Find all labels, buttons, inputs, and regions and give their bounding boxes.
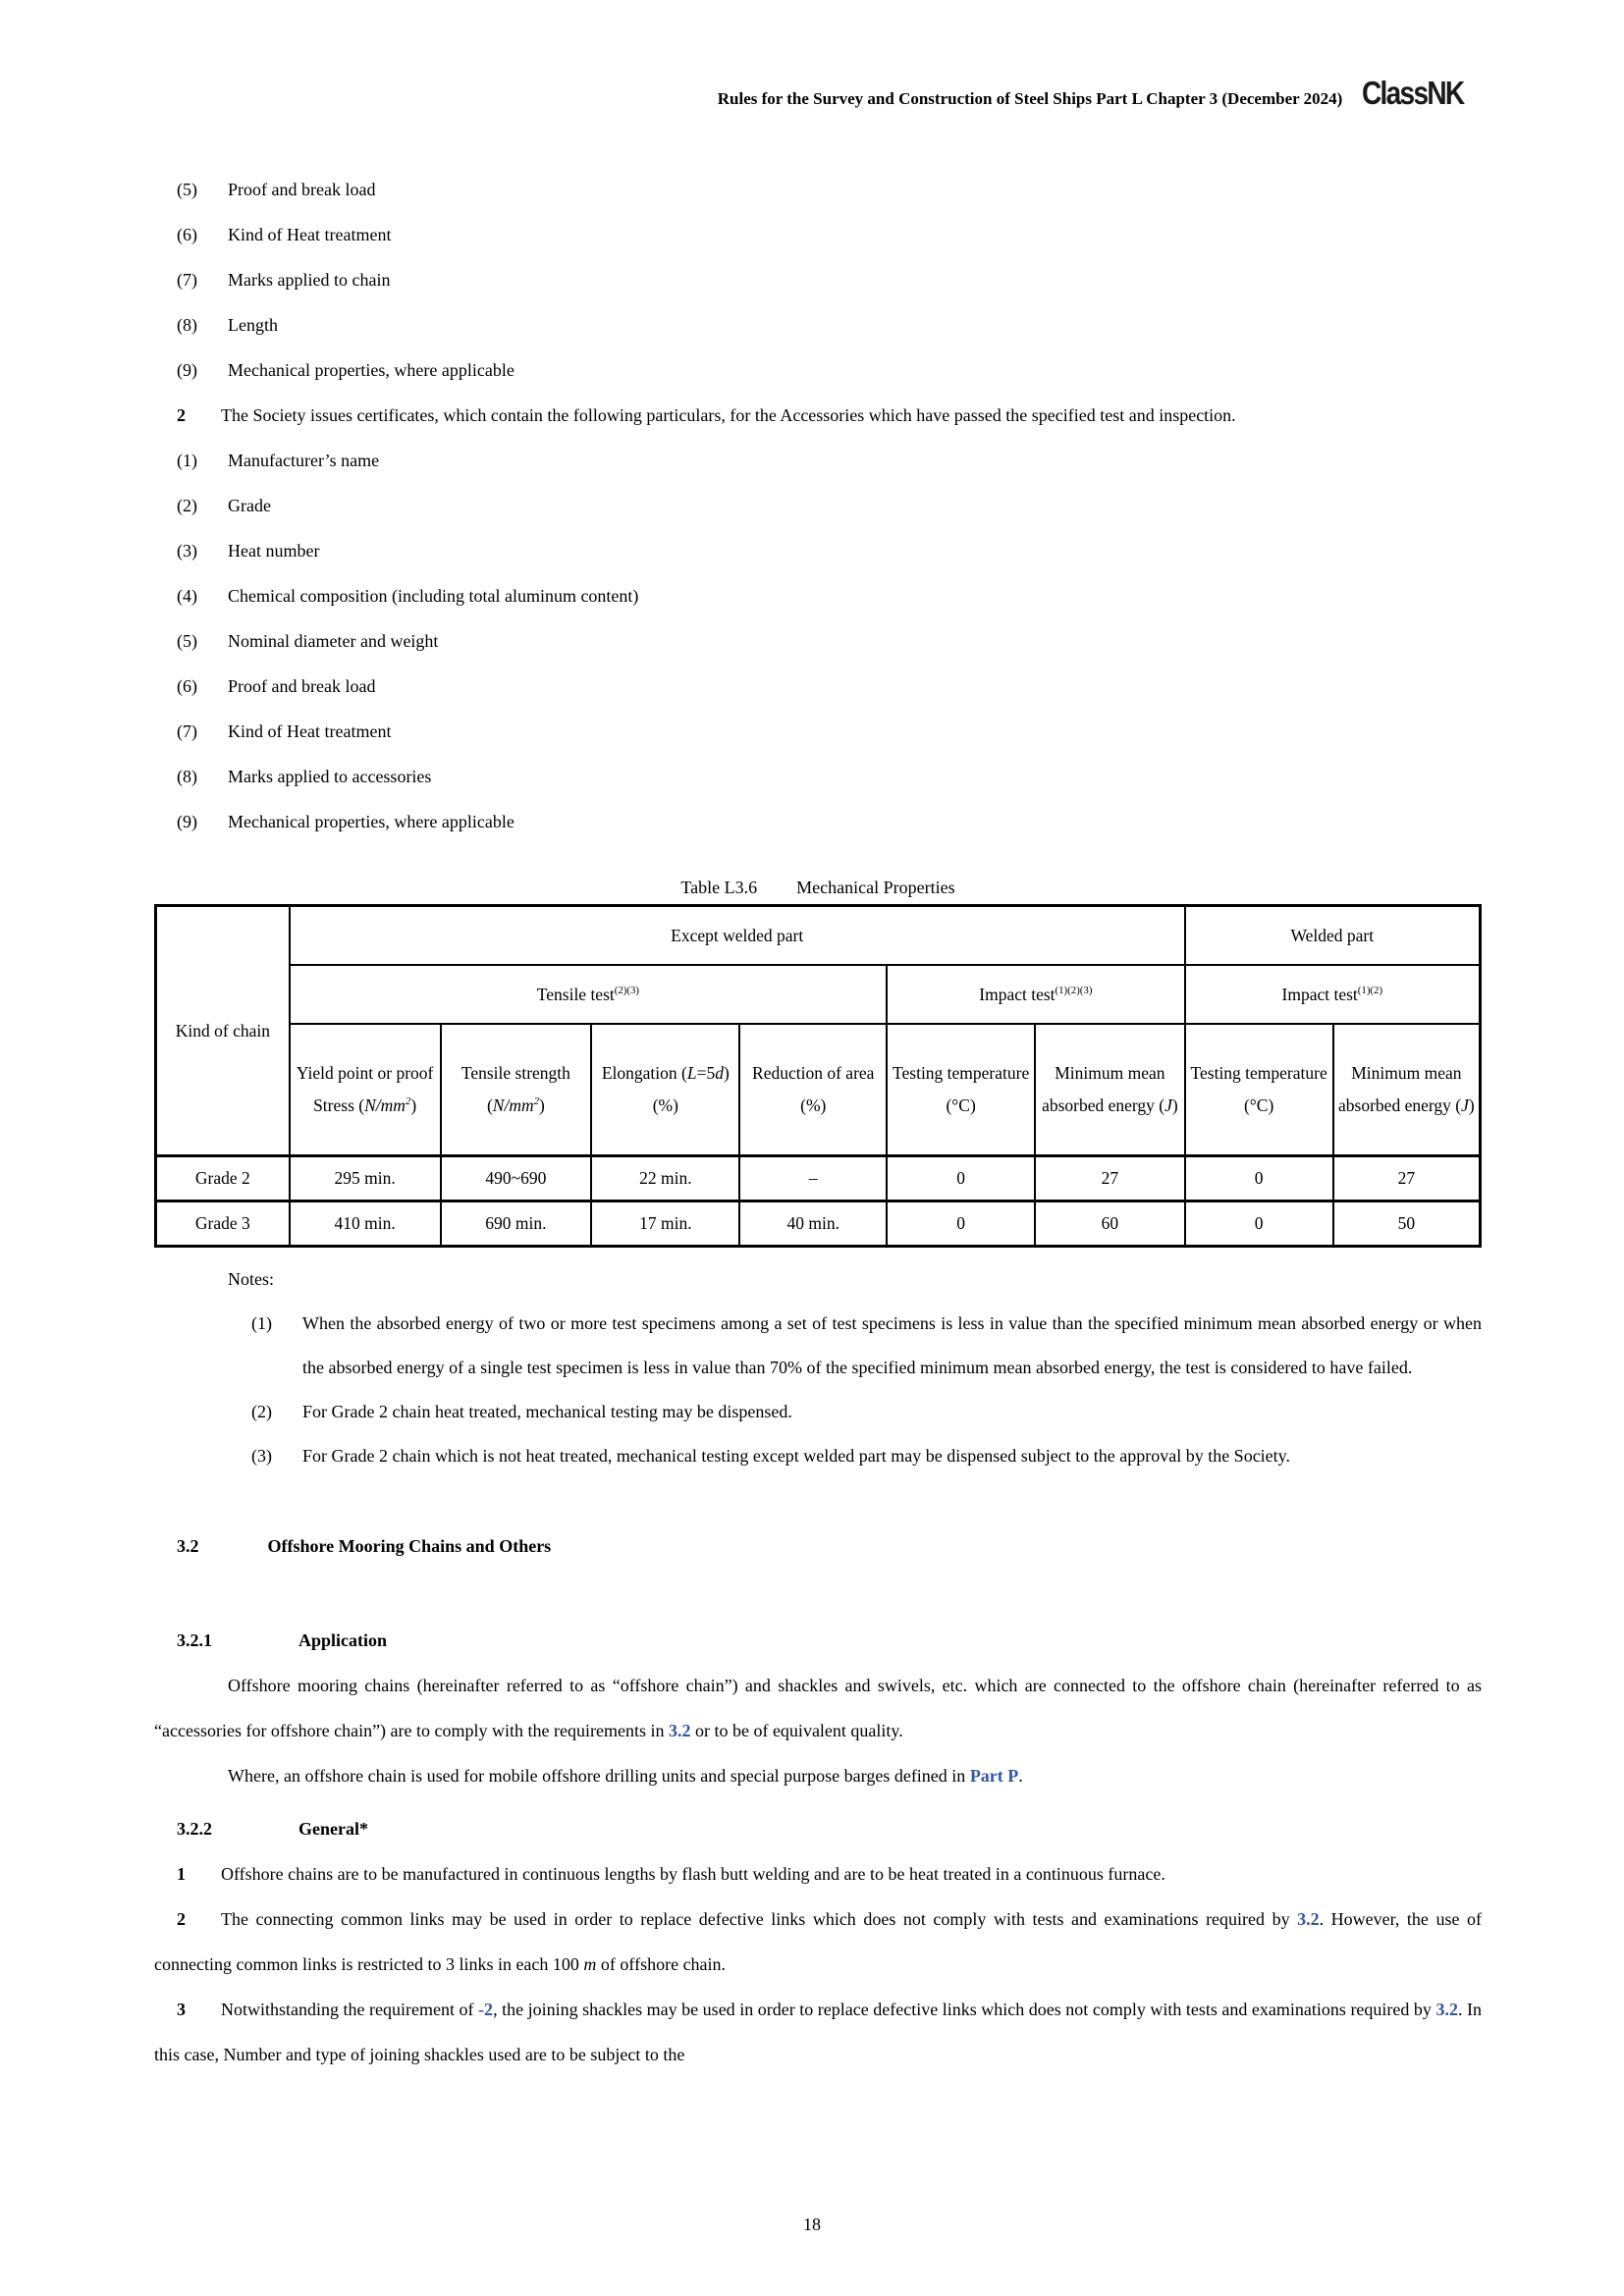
table-caption-title: Mechanical Properties bbox=[796, 878, 955, 897]
item-number: (6) bbox=[177, 676, 197, 696]
table-notes bbox=[154, 1257, 1482, 1478]
list-item bbox=[154, 618, 1482, 664]
paragraph-general-3 bbox=[154, 1987, 1482, 2077]
column-header-kind-of-chain: Kind of chain bbox=[156, 906, 290, 1156]
list-item bbox=[154, 799, 1482, 844]
item-number: (9) bbox=[177, 360, 197, 380]
cell-min-energy-welded: 50 bbox=[1333, 1201, 1481, 1247]
item-text: Heat number bbox=[228, 541, 320, 561]
cross-reference-link[interactable]: 3.2 bbox=[1297, 1909, 1320, 1929]
test-header-impact-test-welded: Impact test$^{(1)(2)}$ bbox=[1185, 965, 1481, 1024]
table-caption-label: Table L3.6 bbox=[680, 878, 758, 897]
column-header-min-mean-absorbed-energy: Minimum mean absorbed energy (J) bbox=[1035, 1024, 1184, 1156]
accessories-certificate-particulars-list bbox=[154, 438, 1482, 844]
column-header-testing-temperature: Testing temperature (°C) bbox=[887, 1024, 1035, 1156]
paragraph-text: Offshore chains are to be manufactured in continuous lengths by flash butt welding and are to be heat treated in a continuous furnace. bbox=[221, 1864, 1165, 1884]
item-text: Mechanical properties, where applicable bbox=[228, 812, 514, 831]
item-text: Nominal diameter and weight bbox=[228, 631, 439, 651]
paragraph-number: 1 bbox=[177, 1864, 186, 1884]
item-text: Marks applied to accessories bbox=[228, 767, 432, 786]
column-header-elongation: Elongation (L=5d) (%) bbox=[591, 1024, 739, 1156]
cell-min-energy-welded: 27 bbox=[1333, 1156, 1481, 1201]
item-number: (8) bbox=[177, 767, 197, 786]
item-number: (5) bbox=[177, 180, 197, 199]
list-item bbox=[154, 257, 1482, 302]
item-text: Kind of Heat treatment bbox=[228, 721, 392, 741]
section-heading-3-2-1 bbox=[154, 1618, 1482, 1663]
cell-yield: 295 min. bbox=[290, 1156, 441, 1201]
item-number: (4) bbox=[177, 586, 197, 606]
classnk-logo: ClassNK bbox=[1362, 75, 1464, 111]
section-number: 3.2 bbox=[177, 1536, 199, 1556]
mechanical-properties-table bbox=[154, 904, 1482, 1248]
note-item bbox=[154, 1302, 1482, 1390]
column-header-testing-temperature-welded: Testing temperature (°C) bbox=[1185, 1024, 1333, 1156]
column-header-min-mean-absorbed-energy-welded: Minimum mean absorbed energy (J) bbox=[1333, 1024, 1481, 1156]
paragraph-number: 3 bbox=[177, 2000, 186, 2019]
item-text: Kind of Heat treatment bbox=[228, 225, 392, 244]
chain-certificate-particulars-list bbox=[154, 167, 1482, 393]
section-number: 3.2.1 bbox=[177, 1630, 212, 1650]
cell-reduction: 40 min. bbox=[739, 1201, 887, 1247]
list-item bbox=[154, 664, 1482, 709]
cross-reference-link[interactable]: Part P bbox=[969, 1766, 1019, 1786]
note-item bbox=[154, 1434, 1482, 1478]
table-row-grade-3 bbox=[156, 1201, 1481, 1247]
paragraph-where-offshore-chain: Where, an offshore chain is used for mobile offshore drilling units and special purpose barges defined in Part P. bbox=[228, 1766, 1023, 1786]
note-number: (1) bbox=[251, 1313, 272, 1333]
section-number: 3.2.2 bbox=[177, 1819, 212, 1839]
list-item bbox=[154, 438, 1482, 483]
cell-grade: Grade 3 bbox=[156, 1201, 290, 1247]
list-item bbox=[154, 528, 1482, 573]
item-number: (9) bbox=[177, 812, 197, 831]
item-number: (2) bbox=[177, 496, 197, 515]
item-text: Length bbox=[228, 315, 278, 335]
test-header-impact-test-except: Impact test$^{(1)(2)(3)}$ bbox=[887, 965, 1185, 1024]
column-header-yield-point: Yield point or proof Stress $(N/mm^2)$ bbox=[290, 1024, 441, 1156]
column-header-reduction-of-area: Reduction of area (%) bbox=[739, 1024, 887, 1156]
item-text: Mechanical properties, where applicable bbox=[228, 360, 514, 380]
paragraph-application: Offshore mooring chains (hereinafter referred to as “offshore chain”) and shackles and swivels, etc. which are connected to the offshore chain (hereinafter referred to as “accessories for offshore chain”) are to comply with the requirements in 3.2 or to be of equivalent quality. bbox=[154, 1676, 1482, 1740]
item-text: Grade bbox=[228, 496, 271, 515]
note-text: For Grade 2 chain heat treated, mechanical testing may be dispensed. bbox=[302, 1402, 792, 1421]
item-text: Chemical composition (including total aluminum content) bbox=[228, 586, 639, 606]
section-title: Offshore Mooring Chains and Others bbox=[267, 1536, 552, 1556]
list-item bbox=[154, 754, 1482, 799]
cell-tensile: 690 min. bbox=[441, 1201, 592, 1247]
table-caption bbox=[154, 878, 1482, 898]
group-header-except-welded-part: Except welded part bbox=[290, 906, 1185, 966]
paragraph-text: Notwithstanding the requirement of -2, the joining shackles may be used in order to replace defective links which does not comply with tests and examinations required by 3.2. In this case, Number and type of joining shackles used are to be subject to the bbox=[154, 2000, 1482, 2064]
paragraph-society-certificates bbox=[154, 393, 1482, 438]
item-number: (7) bbox=[177, 721, 197, 741]
list-item bbox=[154, 302, 1482, 347]
item-number: (8) bbox=[177, 315, 197, 335]
notes-label: Notes: bbox=[228, 1269, 274, 1289]
paragraph-text: The connecting common links may be used in order to replace defective links which does not comply with tests and examinations required by 3.2. However, the use of connecting common links is restricted to 3 links in each 100 m of offshore chain. bbox=[154, 1909, 1482, 1974]
paragraph-number: 2 bbox=[177, 405, 186, 425]
cell-testing-temp: 0 bbox=[887, 1201, 1035, 1247]
section-title: Application bbox=[298, 1630, 388, 1650]
cell-min-energy: 27 bbox=[1035, 1156, 1184, 1201]
group-header-welded-part: Welded part bbox=[1185, 906, 1481, 966]
header-title: Rules for the Survey and Construction of Steel Ships Part L Chapter 3 (December 2024) bbox=[717, 89, 1343, 108]
item-number: (6) bbox=[177, 225, 197, 244]
item-number: (5) bbox=[177, 631, 197, 651]
note-text: When the absorbed energy of two or more test specimens among a set of test specimens is less in value than the specified minimum mean absorbed energy or when the absorbed energy of a single test specimen is less in value than 70% of the specified minimum mean absorbed energy, the test is considered to have failed. bbox=[302, 1313, 1482, 1377]
item-text: Proof and break load bbox=[228, 676, 376, 696]
cell-reduction: – bbox=[739, 1156, 887, 1201]
cell-tensile: 490~690 bbox=[441, 1156, 592, 1201]
cell-testing-temp: 0 bbox=[887, 1156, 1035, 1201]
note-number: (2) bbox=[251, 1402, 272, 1421]
list-item bbox=[154, 347, 1482, 393]
test-header-tensile-test: Tensile test$^{(2)(3)}$ bbox=[290, 965, 887, 1024]
cell-min-energy: 60 bbox=[1035, 1201, 1184, 1247]
list-item bbox=[154, 573, 1482, 618]
paragraph-number: 2 bbox=[177, 1909, 186, 1929]
item-number: (1) bbox=[177, 451, 197, 470]
cross-reference-link[interactable]: -2 bbox=[478, 2000, 494, 2019]
paragraph-general-2 bbox=[154, 1896, 1482, 1987]
section-heading-3-2 bbox=[154, 1523, 1482, 1569]
cell-yield: 410 min. bbox=[290, 1201, 441, 1247]
list-item bbox=[154, 167, 1482, 212]
section-title: General* bbox=[298, 1819, 368, 1839]
cell-grade: Grade 2 bbox=[156, 1156, 290, 1201]
item-number: (3) bbox=[177, 541, 197, 561]
item-text: Marks applied to chain bbox=[228, 270, 391, 290]
page-header bbox=[154, 0, 1482, 112]
list-item bbox=[154, 709, 1482, 754]
page-number: 18 bbox=[803, 2215, 821, 2234]
list-item bbox=[154, 483, 1482, 528]
note-number: (3) bbox=[251, 1446, 272, 1466]
cross-reference-link[interactable]: 3.2 bbox=[668, 1721, 691, 1740]
cell-elongation: 22 min. bbox=[591, 1156, 739, 1201]
item-number: (7) bbox=[177, 270, 197, 290]
cell-testing-temp-welded: 0 bbox=[1185, 1156, 1333, 1201]
cell-elongation: 17 min. bbox=[591, 1201, 739, 1247]
note-item bbox=[154, 1390, 1482, 1434]
item-text: Manufacturer’s name bbox=[228, 451, 380, 470]
list-item bbox=[154, 212, 1482, 257]
paragraph-text: The Society issues certificates, which contain the following particulars, for the Accessories which have passed the specified test and inspection. bbox=[221, 405, 1236, 425]
cross-reference-link[interactable]: 3.2 bbox=[1435, 2000, 1458, 2019]
table-row-grade-2 bbox=[156, 1156, 1481, 1201]
item-text: Proof and break load bbox=[228, 180, 376, 199]
paragraph-general-1 bbox=[154, 1851, 1482, 1896]
section-heading-3-2-2 bbox=[154, 1806, 1482, 1851]
note-text: For Grade 2 chain which is not heat treated, mechanical testing except welded part may be dispensed subject to the approval by the Society. bbox=[302, 1446, 1291, 1466]
cell-testing-temp-welded: 0 bbox=[1185, 1201, 1333, 1247]
column-header-tensile-strength: Tensile strength $(N/mm^2)$ bbox=[441, 1024, 592, 1156]
